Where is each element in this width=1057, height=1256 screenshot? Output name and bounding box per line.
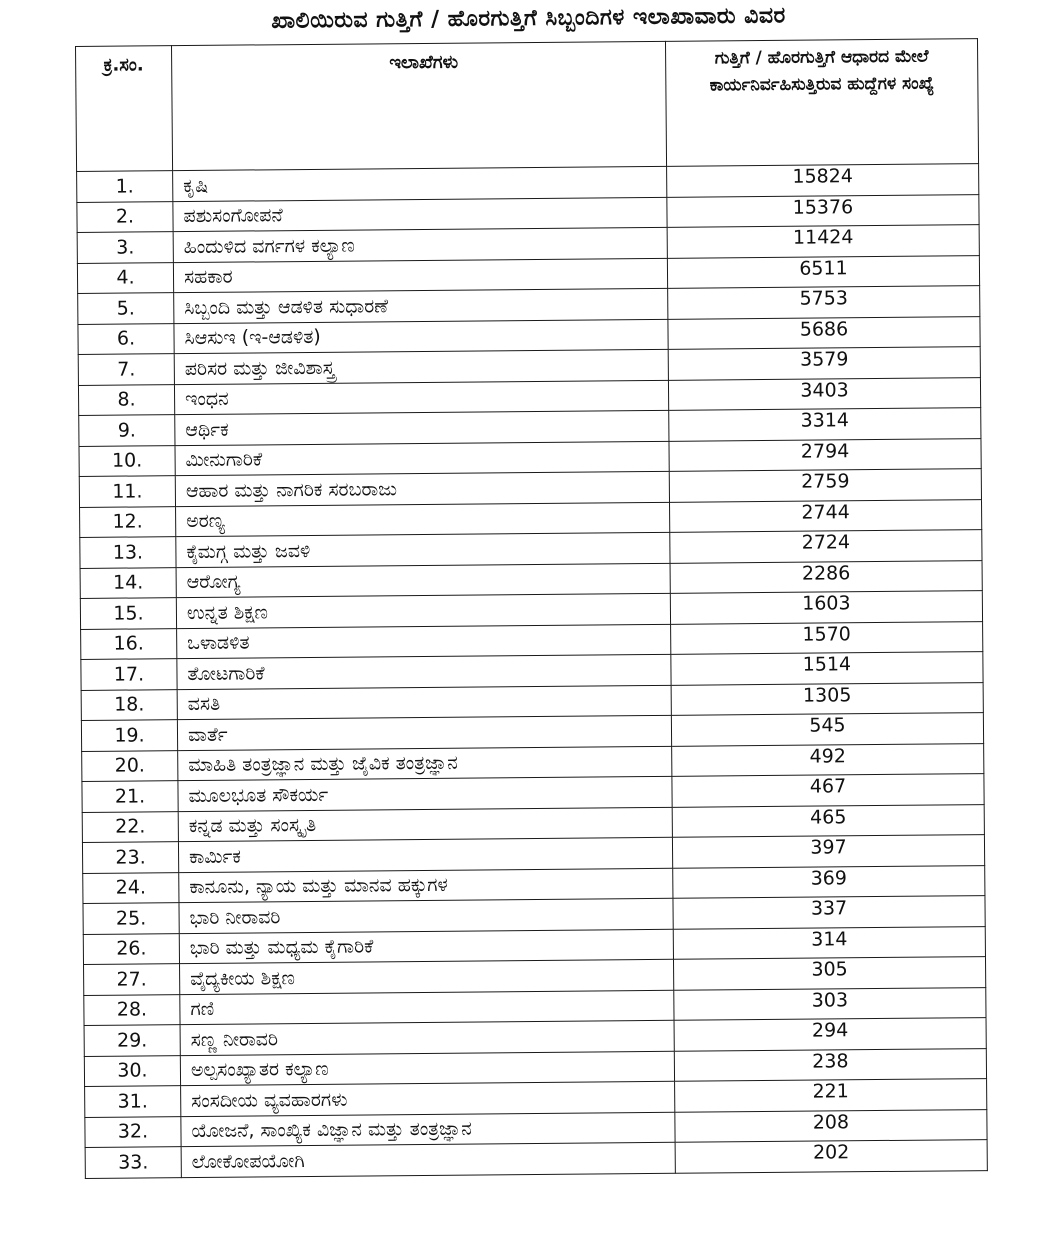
row-count: 202 xyxy=(675,1140,987,1173)
row-count: 15376 xyxy=(667,194,979,227)
row-count: 397 xyxy=(672,835,984,868)
document-title: ಖಾಲಿಯಿರುವ ಗುತ್ತಿಗೆ / ಹೊರಗುತ್ತಿಗೆ ಸಿಬ್ಬಂದಿಗಳ ಇಲಾಖಾವಾರು ವಿವರ xyxy=(271,3,786,34)
row-count: 2724 xyxy=(670,530,982,563)
header-count: ಗುತ್ತಿಗೆ / ಹೊರಗುತ್ತಿಗೆ ಆಧಾರದ ಮೇಲೆ ಕಾರ್ಯನಿರ್ವಹಿಸುತ್ತಿರುವ ಹುದ್ದೆಗಳ ಸಂಖ್ಯೆ xyxy=(665,39,978,167)
row-count: 15824 xyxy=(667,164,979,197)
row-count: 314 xyxy=(673,926,985,959)
row-serial: 10. xyxy=(79,445,175,476)
row-count: 5753 xyxy=(668,286,980,319)
row-count: 11424 xyxy=(667,225,979,258)
row-count: 1514 xyxy=(671,652,983,685)
row-count: 492 xyxy=(672,743,984,776)
row-department: ಮೂಲಭೂತ ಸೌಕರ್ಯ xyxy=(178,776,672,811)
row-count: 208 xyxy=(675,1109,987,1142)
row-serial: 26. xyxy=(83,933,179,964)
row-department: ಯೋಜನೆ, ಸಾಂಖ್ಯಿಕ ವಿಜ್ಞಾನ ಮತ್ತು ತಂತ್ರಜ್ಞಾನ xyxy=(181,1112,675,1147)
table-row xyxy=(85,1140,987,1178)
row-count: 303 xyxy=(674,987,986,1020)
row-count: 5686 xyxy=(668,316,980,349)
row-count: 305 xyxy=(673,957,985,990)
row-serial: 24. xyxy=(83,872,179,903)
row-department: ಕಾರ್ಮಿಕ xyxy=(178,837,672,872)
row-count: 6511 xyxy=(667,255,979,288)
row-serial: 20. xyxy=(82,750,178,781)
row-department: ಆರೋಗ್ಯ xyxy=(176,563,670,598)
row-department: ಸಿಬ್ಬಂದಿ ಮತ್ತು ಆಡಳಿತ ಸುಧಾರಣೆ xyxy=(174,288,668,323)
row-department: ಗಣಿ xyxy=(180,990,674,1025)
table-body xyxy=(77,164,988,1178)
row-count: 2794 xyxy=(669,438,981,471)
row-count: 1570 xyxy=(671,621,983,654)
row-department: ಉನ್ನತ ಶಿಕ್ಷಣ xyxy=(176,593,670,628)
row-serial: 9. xyxy=(79,415,175,446)
row-department: ಕಾನೂನು, ನ್ಯಾಯ ಮತ್ತು ಮಾನವ ಹಕ್ಕುಗಳ xyxy=(179,868,673,903)
row-serial: 14. xyxy=(80,567,176,598)
row-count: 545 xyxy=(671,713,983,746)
row-department: ಅಲ್ಪಸಂಖ್ಯಾತರ ಕಲ್ಯಾಣ xyxy=(180,1051,674,1086)
row-serial: 21. xyxy=(82,781,178,812)
row-count: 2286 xyxy=(670,560,982,593)
row-count: 369 xyxy=(673,865,985,898)
row-department: ಪಶುಸಂಗೋಪನೆ xyxy=(173,197,667,232)
row-department: ಮೀನುಗಾರಿಕೆ xyxy=(175,441,669,476)
row-department: ತೋಟಗಾರಿಕೆ xyxy=(177,654,671,689)
row-serial: 5. xyxy=(78,293,174,324)
row-serial: 17. xyxy=(81,659,177,690)
row-serial: 30. xyxy=(84,1055,180,1086)
row-serial: 19. xyxy=(81,720,177,751)
row-department: ಒಳಾಡಳಿತ xyxy=(177,624,671,659)
row-department: ವಸತಿ xyxy=(177,685,671,720)
row-department: ಕೃಷಿ xyxy=(173,166,667,201)
row-serial: 13. xyxy=(80,537,176,568)
row-serial: 32. xyxy=(85,1116,181,1147)
department-table xyxy=(75,38,988,1178)
row-serial: 3. xyxy=(77,232,173,263)
row-serial: 33. xyxy=(85,1147,181,1178)
row-department: ಕನ್ನಡ ಮತ್ತು ಸಂಸ್ಕೃತಿ xyxy=(178,807,672,842)
row-serial: 1. xyxy=(77,171,173,202)
row-count: 3403 xyxy=(668,377,980,410)
row-serial: 8. xyxy=(78,384,174,415)
row-serial: 31. xyxy=(85,1086,181,1117)
row-serial: 29. xyxy=(84,1025,180,1056)
header-department: ಇಲಾಖೆಗಳು xyxy=(172,41,667,170)
row-department: ವಾರ್ತೆ xyxy=(177,715,671,750)
row-count: 238 xyxy=(674,1048,986,1081)
row-count: 467 xyxy=(672,774,984,807)
row-serial: 18. xyxy=(81,689,177,720)
row-department: ಇಂಧನ xyxy=(174,380,668,415)
header-serial: ಕ್ರ.ಸಂ. xyxy=(76,46,173,172)
row-department: ಹಿಂದುಳಿದ ವರ್ಗಗಳ ಕಲ್ಯಾಣ xyxy=(173,227,667,262)
row-department: ವೈದ್ಯಕೀಯ ಶಿಕ್ಷಣ xyxy=(180,959,674,994)
row-count: 1305 xyxy=(671,682,983,715)
row-serial: 11. xyxy=(79,476,175,507)
row-count: 337 xyxy=(673,896,985,929)
row-department: ಭಾರಿ ನೀರಾವರಿ xyxy=(179,898,673,933)
row-count: 294 xyxy=(674,1018,986,1051)
row-serial: 16. xyxy=(81,628,177,659)
row-count: 2759 xyxy=(669,469,981,502)
row-serial: 22. xyxy=(82,811,178,842)
row-serial: 28. xyxy=(84,994,180,1025)
row-serial: 6. xyxy=(78,323,174,354)
row-department: ಮಾಹಿತಿ ತಂತ್ರಜ್ಞಾನ ಮತ್ತು ಜೈವಿಕ ತಂತ್ರಜ್ಞಾನ xyxy=(178,746,672,781)
row-serial: 25. xyxy=(83,903,179,934)
row-department: ಲೋಕೋಪಯೋಗಿ xyxy=(181,1142,675,1177)
row-count: 3314 xyxy=(669,408,981,441)
row-department: ಅರಣ್ಯ xyxy=(176,502,670,537)
row-serial: 4. xyxy=(77,262,173,293)
row-count: 3579 xyxy=(668,347,980,380)
row-department: ಪರಿಸರ ಮತ್ತು ಜೀವಿಶಾಸ್ತ್ರ xyxy=(174,349,668,384)
row-count: 221 xyxy=(675,1079,987,1112)
row-serial: 2. xyxy=(77,201,173,232)
row-serial: 23. xyxy=(82,842,178,873)
row-department: ಸಂಸದೀಯ ವ್ಯವಹಾರಗಳು xyxy=(181,1081,675,1116)
row-serial: 12. xyxy=(80,506,176,537)
row-department: ಆರ್ಥಿಕ xyxy=(175,410,669,445)
row-serial: 15. xyxy=(80,598,176,629)
table-header-row xyxy=(76,39,979,172)
row-department: ಸಹಕಾರ xyxy=(173,258,667,293)
row-department: ಆಹಾರ ಮತ್ತು ನಾಗರಿಕ ಸರಬರಾಜು xyxy=(175,471,669,506)
row-count: 465 xyxy=(672,804,984,837)
row-department: ಕೈಮಗ್ಗ ಮತ್ತು ಜವಳಿ xyxy=(176,532,670,567)
row-serial: 7. xyxy=(78,354,174,385)
row-count: 2744 xyxy=(670,499,982,532)
row-count: 1603 xyxy=(670,591,982,624)
row-department: ಸಣ್ಣ ನೀರಾವರಿ xyxy=(180,1020,674,1055)
row-department: ಸಿಆಸುಇ (ಇ-ಆಡಳಿತ) xyxy=(174,319,668,354)
row-serial: 27. xyxy=(84,964,180,995)
row-department: ಭಾರಿ ಮತ್ತು ಮಧ್ಯಮ ಕೈಗಾರಿಕೆ xyxy=(179,929,673,964)
